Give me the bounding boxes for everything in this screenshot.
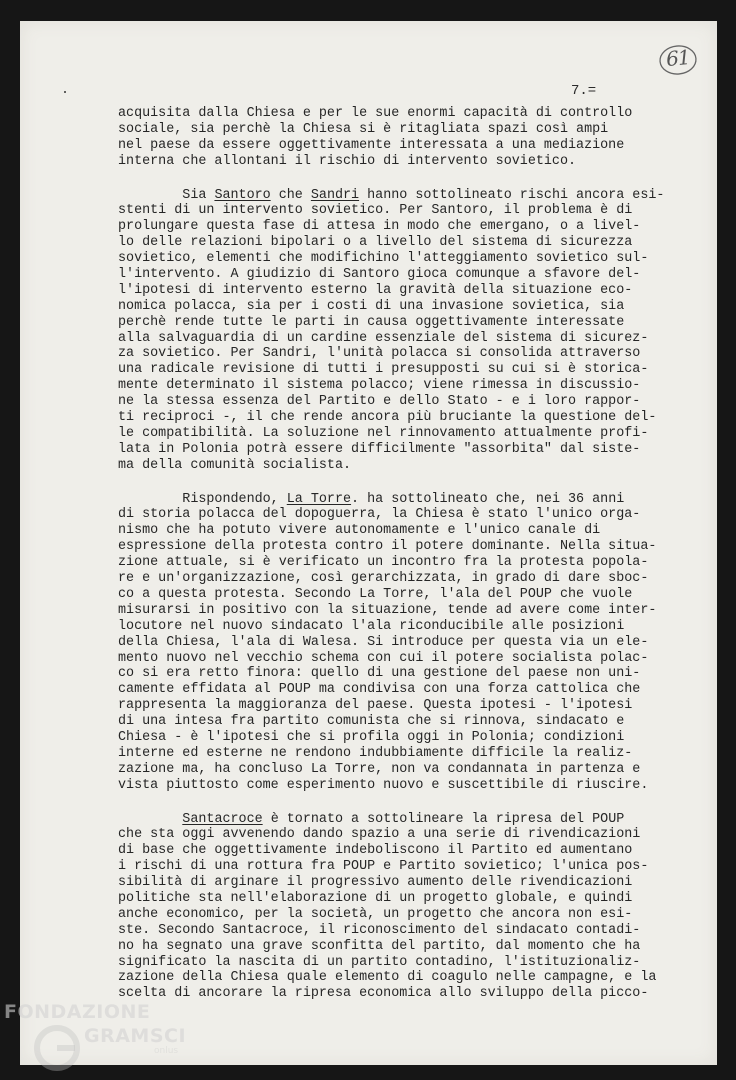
text-line: di una intesa fra partito comunista che si rinnova, sindacato e (118, 714, 625, 730)
watermark-line1: FONDAZIONE (4, 1001, 151, 1023)
text-line: prolungare questa fase di attesa in modo che emergano, o a livel- (118, 219, 641, 235)
paragraph-gap (118, 170, 708, 188)
text-line: Santacroce è tornato a sottolineare la ripresa del POUP (182, 811, 625, 827)
text-line: acquisita dalla Chiesa e per le sue enormi capacità di controllo (118, 106, 633, 121)
text-line: sociale, sia perchè la Chiesa si è ritagliata spazi così ampi (118, 121, 609, 137)
watermark-line2: GRAMSCI (84, 1025, 187, 1047)
ink-speck (64, 91, 66, 93)
text-line: interne ed esterne ne rendono indubbiamente difficile la realiz- (118, 745, 633, 761)
text-line: zazione ma, ha concluso La Torre, non va condannata in partenza e (118, 761, 641, 777)
paragraph-gap (118, 474, 708, 492)
text-line: mente determinato il sistema polacco; viene rimessa in discussio- (118, 378, 641, 394)
paragraph (118, 812, 708, 1003)
text-line: zione attuale, si è verificato un incontro fra la protesta popola- (118, 555, 649, 571)
text-line: l'intervento. A giudizio di Santoro gioca comunque a sfavore del- (118, 267, 641, 283)
text-line: espressione della protesta contro il potere dominante. Nella situa- (118, 539, 657, 555)
text-line: Sia Santoro che Sandri hanno sottolineato rischi ancora esi- (118, 187, 665, 203)
text-line: za sovietico. Per Sandri, l'unità polacca si consolida attraverso (118, 346, 641, 362)
text-line: ti reciproci -, il che rende ancora più bruciante la questione del- (118, 410, 657, 426)
text-line: locutore nel nuovo sindacato l'ala riconducibile alle posizioni (118, 618, 625, 634)
text-line: le compatibilità. La soluzione nel rinnovamento attualmente profi- (118, 425, 649, 441)
text-line: l'ipotesi di intervento esterno la gravità della situazione eco- (118, 282, 633, 298)
text-line: ste. Secondo Santacroce, il riconoscimento del sindacato contadi- (118, 922, 641, 938)
text-line: sibilità di arginare il progressivo aumento delle rivendicazioni (118, 875, 633, 891)
speaker-name: Santacroce (182, 811, 263, 827)
text-line: una radicale revisione di tutti i presupposti su cui si è storica- (118, 362, 649, 378)
text-line: nismo che ha potuto vivere autonomamente e l'unico canale di (118, 523, 601, 539)
text-line: no ha segnato una grave sconfitta del partito, dal momento che ha (118, 938, 641, 954)
typewritten-body (118, 106, 708, 1002)
paragraph (118, 492, 708, 794)
text-line: perchè rende tutte le parti in causa oggettivamente interessate (118, 314, 625, 330)
text-line: re e un'organizzazione, così gerarchizzata, in grado di dare sboc- (118, 571, 649, 587)
text-line: che sta oggi avvenendo dando spazio a una serie di rivendicazioni (118, 827, 641, 843)
text-line: lata in Polonia potrà essere difficilmente "assorbita" dal siste- (118, 441, 641, 457)
text-line: rappresenta la maggioranza del paese. Questa ipotesi - l'ipotesi (118, 698, 633, 714)
paragraph-gap (118, 794, 708, 812)
text-line: misurarsi in positivo con la situazione, tende ad avere come inter- (118, 602, 657, 618)
text-line: i rischi di una rottura fra POUP e Partito sovietico; l'unica pos- (118, 859, 649, 875)
archive-page-stamp (656, 41, 701, 79)
text-line: anche economico, per la società, un progetto che ancora non esi- (118, 906, 633, 922)
speaker-name: Santoro (214, 187, 271, 203)
paragraph (118, 106, 708, 170)
text-line: alla salvaguardia di un cardine essenziale del sistema di sicurez- (118, 330, 649, 346)
text-line: di base che oggettivamente indeboliscono il Partito ed aumentano (118, 843, 633, 859)
watermark-tagline: onlus (154, 1046, 179, 1056)
text-line: lo delle relazioni bipolari o a livello del sistema di sicurezza (118, 235, 633, 251)
text-line: Rispondendo, La Torre. ha sottolineato che, nei 36 anni (118, 491, 625, 507)
text-line: stenti di un intervento sovietico. Per Santoro, il problema è di (118, 203, 633, 219)
text-line: vista piuttosto come esperimento nuovo e suscettibile di riuscire. (118, 777, 649, 793)
speaker-name: La Torre (286, 491, 352, 507)
text-line: politiche sta nell'elaborazione di un progetto globale, e quindi (118, 890, 633, 906)
text-line: mento nuovo nel vecchio schema con cui il potere socialista polac- (118, 650, 649, 666)
text-line: co a questa protesta. Secondo La Torre, l'ala del POUP che vuole (118, 586, 633, 602)
paper-sheet (20, 21, 717, 1065)
typed-page-number: 7.= (571, 83, 597, 99)
text-line: zazione della Chiesa quale elemento di coagulo nelle campagne, e la (118, 970, 657, 986)
text-line: ne la stessa essenza del Partito e dello Stato - e i loro rappor- (118, 394, 641, 410)
text-line: di storia polacca del dopoguerra, la Chiesa è stato l'unico orga- (118, 507, 641, 523)
text-line: camente effidata al POUP ma condivisa con una forza cattolica che (118, 682, 641, 698)
text-line: sovietico, elementi che modifichino l'atteggiamento sovietico sul- (118, 251, 649, 267)
archive-page-number: 61 (665, 45, 691, 71)
text-line: ma della comunità socialista. (118, 457, 352, 473)
text-line: nomica polacca, sia per i costi di una invasione sovietica, sia (118, 298, 625, 314)
paragraph (118, 188, 708, 474)
text-line: co si era retto finora: quello di una gestione del paese non uni- (118, 666, 641, 682)
text-line: scelta di ancorare la ripresa economica allo sviluppo della picco- (118, 986, 649, 1002)
speaker-name: Sandri (310, 187, 360, 203)
text-line: nel paese da essere oggettivamente interessata a una mediazione (118, 137, 625, 153)
text-line: significato la nascita di un partito contadino, l'istituzionaliz- (118, 954, 641, 970)
text-line: Chiesa - è l'ipotesi che si profila oggi in Polonia; condizioni (118, 729, 625, 745)
text-line: della Chiesa, l'ala di Walesa. Si introduce per questa via un ele- (118, 634, 649, 650)
text-line: interna che allontani il rischio di intervento sovietico. (118, 153, 577, 169)
